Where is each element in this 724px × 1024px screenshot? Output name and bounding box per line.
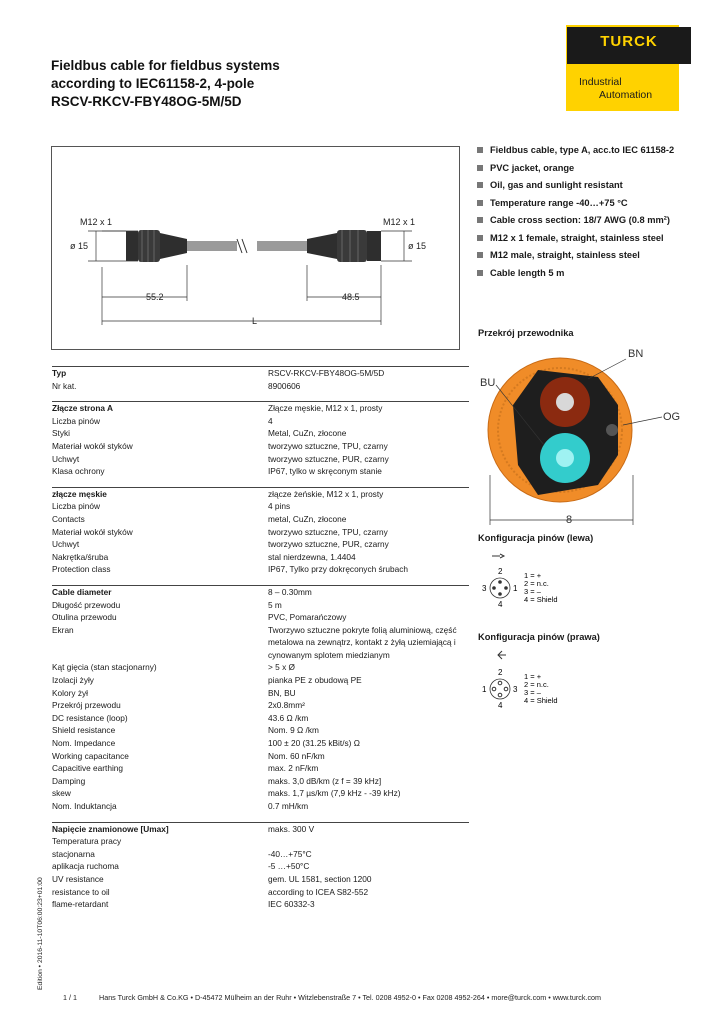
spec-key: Otulina przewodu [52, 612, 117, 623]
spec-key: skew [52, 788, 71, 799]
pin-face-icon [490, 679, 510, 699]
spec-key: Kolory żył [52, 687, 88, 698]
spec-row [52, 624, 469, 662]
svg-text:1 = +: 1 = + [524, 571, 542, 580]
spec-value: according to ICEA S82-552 [268, 886, 369, 897]
feature-item: Cable length 5 m [477, 267, 687, 280]
title-line-1: Fieldbus cable for fieldbus systems [51, 58, 280, 73]
label-bu: BU [480, 377, 496, 389]
brand-tagline [579, 76, 652, 102]
spec-row [52, 367, 469, 380]
spec-key: Długość przewodu [52, 599, 121, 610]
spec-row [52, 848, 469, 861]
pin-config-right-diagram [478, 649, 588, 711]
spec-key: flame-retardant [52, 899, 109, 910]
cable-drawing [51, 146, 460, 350]
bullet-square-icon [477, 217, 483, 223]
feature-item: M12 male, straight, stainless steel [477, 249, 687, 262]
spec-key: Nr kat. [52, 380, 77, 391]
spec-value: IP67, Tylko przy dokręconych śrubach [268, 564, 409, 575]
spec-row [52, 402, 469, 415]
spec-key: Klasa ochrony [52, 466, 105, 477]
spec-value: Złącze męskie, M12 x 1, prosty [268, 403, 383, 414]
cross-section-heading: Przekrój przewodnika [478, 328, 574, 338]
cable-left-segment [187, 241, 237, 251]
spec-row [52, 453, 469, 466]
right-length-label: 48.5 [342, 292, 360, 302]
bullet-square-icon [477, 235, 483, 241]
spec-row [52, 873, 469, 886]
pin-config-left-diagram [478, 553, 588, 611]
svg-text:4: 4 [498, 600, 503, 609]
left-connector-icon [126, 230, 187, 262]
spec-group [52, 822, 469, 911]
spec-row [52, 898, 469, 911]
spec-row [52, 737, 469, 750]
spec-value: 8900606 [268, 380, 301, 391]
total-length-label: L [252, 316, 258, 326]
svg-text:2 = n.c.: 2 = n.c. [524, 680, 549, 689]
spec-value: IEC 60332-3 [268, 899, 315, 910]
datasheet-title [51, 57, 371, 111]
spec-key: Kąt gięcia (stan stacjonarny) [52, 662, 157, 673]
spec-value: pianka PE z obudową PE [268, 675, 362, 686]
spec-key: Damping [52, 775, 86, 786]
bullet-square-icon [477, 270, 483, 276]
spec-key: Izolacji żyły [52, 675, 94, 686]
left-diameter-label: ø 15 [70, 241, 89, 251]
svg-text:4: 4 [498, 701, 503, 710]
spec-key: UV resistance [52, 873, 104, 884]
spec-row [52, 762, 469, 775]
spec-row [52, 526, 469, 539]
spec-key: Liczba pinów [52, 501, 100, 512]
spec-value: 2x0.8mm² [268, 700, 305, 711]
spec-value: max. 2 nF/km [268, 763, 319, 774]
spec-value: Nom. 9 Ω /km [268, 725, 319, 736]
spec-row [52, 599, 469, 612]
spec-row [52, 380, 469, 393]
spec-row [52, 823, 469, 836]
spec-table [52, 364, 469, 911]
tagline-industrial: Industrial [579, 76, 622, 88]
spec-key: aplikacja ruchoma [52, 861, 119, 872]
bullet-square-icon [477, 182, 483, 188]
spec-row [52, 674, 469, 687]
spec-key: Capacitive earthing [52, 763, 124, 774]
spec-key: Uchwyt [52, 453, 80, 464]
spec-value: 43.6 Ω /km [268, 712, 309, 723]
spec-key: Uchwyt [52, 539, 80, 550]
spec-row [52, 886, 469, 899]
feature-item: PVC jacket, orange [477, 162, 687, 175]
svg-text:4 = Shield: 4 = Shield [524, 696, 558, 705]
spec-value [268, 835, 469, 848]
spec-row [52, 687, 469, 700]
left-length-label: 55.2 [146, 292, 164, 302]
svg-text:2 = n.c.: 2 = n.c. [524, 579, 549, 588]
svg-text:3 = –: 3 = – [524, 688, 541, 697]
spec-key: Contacts [52, 513, 85, 524]
spec-group [52, 585, 469, 813]
spec-value: PVC, Pomarańczowy [268, 612, 347, 623]
footer [63, 993, 601, 1002]
spec-key: Protection class [52, 564, 111, 575]
spec-key: Nakrętka/śruba [52, 551, 109, 562]
spec-key: Napięcie znamionowe [Umax] [52, 823, 169, 834]
spec-value: 0.7 mH/km [268, 801, 309, 811]
feature-item: Oil, gas and sunlight resistant [477, 179, 687, 192]
cable-right-segment [257, 241, 307, 251]
spec-row [52, 465, 469, 478]
spec-row [52, 775, 469, 788]
spec-row [52, 750, 469, 763]
title-line-3: RSCV-RKCV-FBY48OG-5M/5D [51, 94, 242, 109]
spec-value: 4 [268, 415, 273, 426]
spec-row [52, 724, 469, 737]
spec-row [52, 551, 469, 564]
spec-row [52, 440, 469, 453]
spec-value: -5 …+50°C [268, 861, 310, 872]
spec-value: 100 ± 20 (31.25 kBit/s) Ω [268, 738, 360, 749]
spec-key: Materiał wokół styków [52, 440, 133, 451]
spec-row [52, 427, 469, 440]
turck-logo [567, 27, 691, 64]
spec-value: maks. 3,0 dB/km (z f = 39 kHz] [268, 775, 382, 786]
bullet-square-icon [477, 147, 483, 153]
bullet-square-icon [477, 165, 483, 171]
spec-key: Typ [52, 368, 67, 378]
spec-value: tworzywo sztuczne, PUR, czarny [268, 539, 389, 550]
spec-row [52, 538, 469, 551]
spec-key: Złącze strona A [52, 403, 114, 414]
right-thread-label: M12 x 1 [383, 217, 416, 227]
label-og: OG [663, 411, 681, 423]
cross-section-diagram [478, 345, 693, 530]
spec-row [52, 860, 469, 873]
spec-row [52, 699, 469, 712]
spec-row [52, 563, 469, 576]
label-bn: BN [628, 348, 644, 360]
spec-row [52, 787, 469, 800]
spec-key: stacjonarna [52, 848, 95, 859]
spec-value: Metal, CuZn, złocone [268, 428, 347, 439]
svg-text:2: 2 [498, 668, 503, 677]
spec-group [52, 401, 469, 478]
svg-text:1: 1 [513, 584, 518, 593]
spec-value: BN, BU [268, 687, 296, 698]
spec-value: > 5 x Ø [268, 662, 295, 673]
spec-row [52, 800, 469, 813]
spec-key: Shield resistance [52, 725, 116, 736]
svg-text:4 = Shield: 4 = Shield [524, 595, 558, 604]
spec-value: 5 m [268, 599, 282, 610]
spec-value: RSCV-RKCV-FBY48OG-5M/5D [268, 368, 385, 378]
spec-key: DC resistance (loop) [52, 712, 128, 723]
spec-row [52, 500, 469, 513]
spec-value: Tworzywo sztuczne pokryte folią aluminiową, część metalowa na zewnątrz, kontakt z żyłą uziemiającą i cynowanym splotem miedzianym [268, 624, 457, 660]
bullet-square-icon [477, 252, 483, 258]
spec-key: Materiał wokół styków [52, 526, 133, 537]
spec-key: Working capacitance [52, 750, 129, 761]
pin-config-right-heading: Konfiguracja pinów (prawa) [478, 632, 600, 642]
feature-item: Cable cross section: 18/7 AWG (0.8 mm²) [477, 214, 687, 227]
spec-group [52, 487, 469, 576]
spec-key: resistance to oil [52, 886, 110, 897]
male-connector-icon [492, 554, 504, 558]
spec-key: Nom. Impedance [52, 738, 116, 749]
edition-stamp: Edition • 2016-11-10T06:00:23+01:00 [37, 877, 44, 990]
spec-value: -40…+75°C [268, 848, 312, 859]
left-thread-label: M12 x 1 [80, 217, 113, 227]
spec-value: IP67, tylko w skręconym stanie [268, 466, 382, 477]
spec-row [52, 513, 469, 526]
spec-row [52, 661, 469, 674]
spec-value: tworzywo sztuczne, TPU, czarny [268, 440, 388, 451]
spec-value: tworzywo sztuczne, TPU, czarny [268, 526, 388, 537]
pin-config-left-heading: Konfiguracja pinów (lewa) [478, 533, 594, 543]
page-number: 1 / 1 [63, 993, 77, 1002]
feature-list [477, 144, 687, 284]
svg-text:3: 3 [482, 584, 487, 593]
spec-value: Nom. 60 nF/km [268, 750, 325, 761]
svg-text:2: 2 [498, 567, 503, 576]
right-connector-icon [307, 230, 381, 262]
spec-key: Przekrój przewodu [52, 700, 121, 711]
spec-value: stal nierdzewna, 1.4404 [268, 551, 356, 562]
spec-group [52, 366, 469, 392]
company-address: Hans Turck GmbH & Co.KG • D-45472 Mülheim an der Ruhr • Witzlebenstraße 7 • Tel. 0208 4952-0 • Fax 0208 4952-264 • more@turck.com • www.turck.com [99, 993, 602, 1002]
spec-key: Styki [52, 428, 70, 439]
spec-value: tworzywo sztuczne, PUR, czarny [268, 453, 389, 464]
spec-value: 8 – 0.30mm [268, 586, 312, 597]
spec-value: 4 pins [268, 501, 291, 512]
spec-row [52, 835, 469, 848]
cable-break-icon [237, 239, 247, 253]
spec-value: złącze żeńskie, M12 x 1, prosty [268, 488, 384, 499]
spec-key: Temperatura pracy [52, 836, 122, 847]
spec-value: maks. 1,7 µs/km (7,9 kHz - -39 kHz) [268, 788, 401, 799]
bullet-square-icon [477, 200, 483, 206]
female-connector-icon [498, 651, 506, 659]
spec-row [52, 488, 469, 501]
feature-item: M12 x 1 female, straight, stainless steel [477, 232, 687, 245]
logo-text: TURCK [600, 33, 658, 50]
spec-row [52, 415, 469, 428]
spec-key: Liczba pinów [52, 415, 100, 426]
svg-text:3: 3 [513, 685, 518, 694]
drain-wire-icon [606, 424, 618, 436]
feature-item: Temperature range -40…+75 °C [477, 197, 687, 210]
spec-row [52, 712, 469, 725]
label-width: 8 [566, 514, 573, 526]
spec-row [52, 611, 469, 624]
spec-key: Ekran [52, 624, 74, 635]
spec-value: maks. 300 V [268, 823, 315, 834]
title-line-2: according to IEC61158-2, 4-pole [51, 76, 255, 91]
spec-key: Nom. Induktancja [52, 801, 117, 811]
right-diameter-label: ø 15 [408, 241, 427, 251]
tagline-automation: Automation [599, 89, 653, 101]
spec-key: Cable diameter [52, 586, 112, 597]
cable-dimension-drawing [52, 147, 459, 349]
svg-text:1 = +: 1 = + [524, 672, 542, 681]
spec-key: złącze męskie [52, 488, 107, 499]
spec-value: gem. UL 1581, section 1200 [268, 873, 372, 884]
feature-item: Fieldbus cable, type A, acc.to IEC 61158-2 [477, 144, 687, 157]
spec-row [52, 586, 469, 599]
spec-value: metal, CuZn, złocone [268, 513, 347, 524]
svg-text:1: 1 [482, 685, 487, 694]
svg-text:3 = –: 3 = – [524, 587, 541, 596]
